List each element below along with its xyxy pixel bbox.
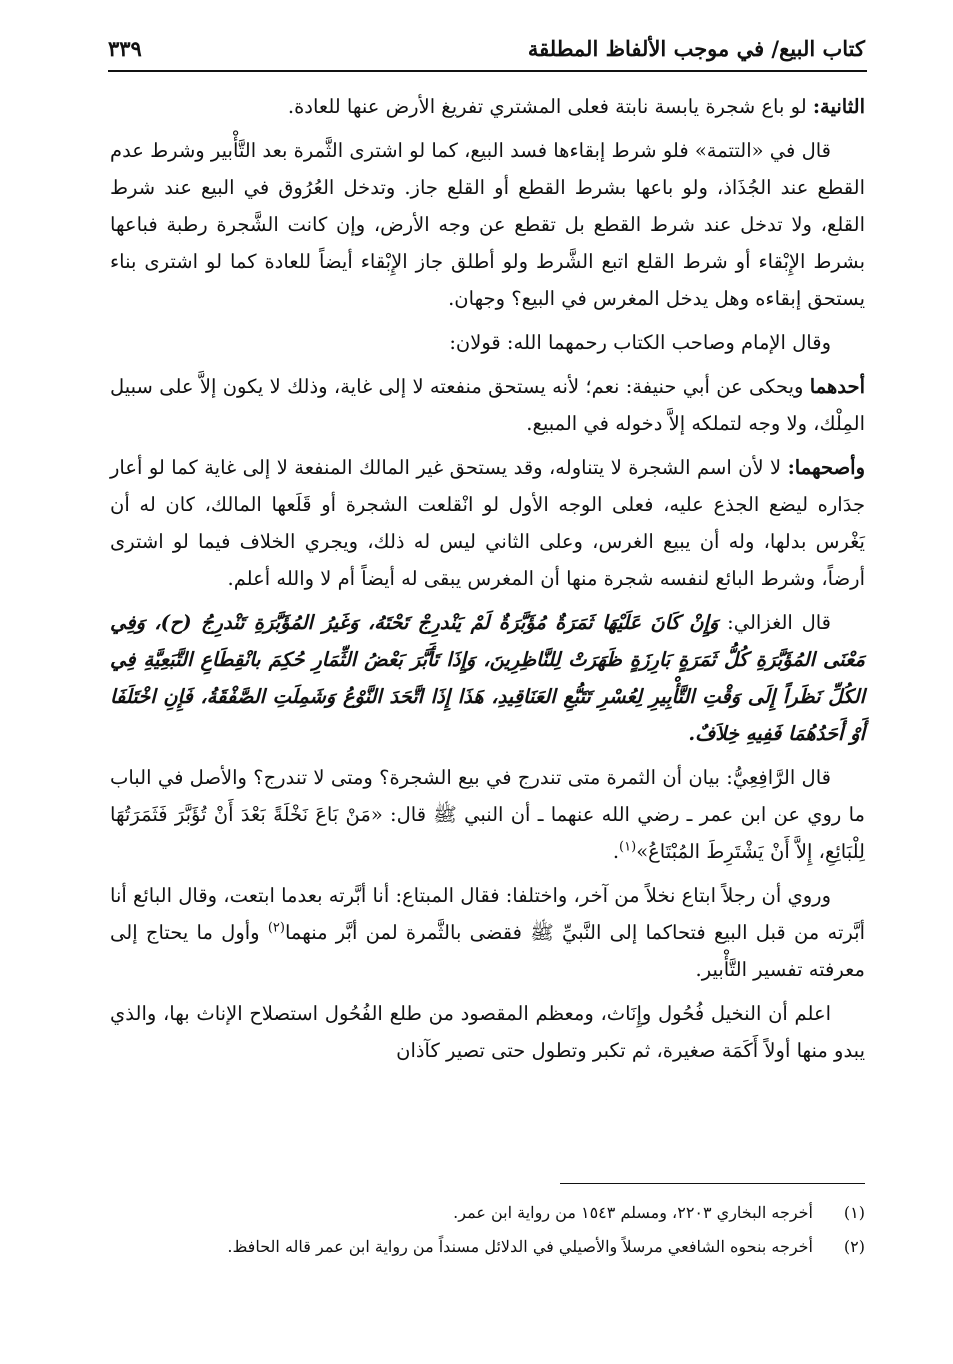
paragraph-text: لو باع شجرة يابسة نابتة فعلى المشتري تفريغ الأرض عنها للعادة.	[287, 95, 813, 118]
ghazali-lead: قال الغزالي:	[718, 611, 832, 634]
paragraph-lead: الثانية:	[812, 95, 865, 118]
footnote-number: (٢)	[843, 1237, 865, 1256]
footnote-item	[110, 1230, 865, 1264]
page-number: ٣٣٩	[108, 35, 142, 61]
main-text	[110, 88, 865, 1076]
paragraph-ghazali-matn	[110, 604, 865, 752]
paragraph-rafii-commentary	[110, 759, 865, 870]
footnote-text: أخرجه البخاري ٢٢٠٣، ومسلم ١٥٤٣ من رواية ابن عمر.	[453, 1203, 813, 1222]
footnote-marker[interactable]: (١)	[619, 839, 637, 855]
header-rule	[108, 70, 867, 72]
running-head	[108, 30, 865, 66]
footnote-number: (١)	[843, 1203, 865, 1222]
rafii-text: قال الرَّافِعِيُّ: بيان أن الثمرة متى تندرج في بيع الشجرة؟ ومتى لا تندرج؟ والأصل في الباب ما روي عن ابن عمر ـ رضي الله عنهما ـ أن النبي ﷺ قال: «مَنْ بَاعَ نَخْلَةً بَعْدَ أَنْ تُؤَبَّرَ فَثَمَرَتُهَا لِلْبَائِعِ، إِلاَّ أَنْ يَشْتَرِطَ المُبْتَاعُ»	[110, 766, 865, 863]
paragraph-lead: وأصحهما:	[787, 456, 865, 479]
paragraph-text: قال في «التتمة» فلو شرط إبقاءها فسد البيع، كما لو اشترى الثَّمرة بعد التَّأْبير وشرط عدم القطع عند الجُذَاذ، ولو باعها بشرط القطع أو القلع جاز. وتدخل العُرُوق في البيع عند شرط القلع، ولا تدخل عند شرط القطع بل تقطع عن وجه الأرض، وإن كانت الشَّجرة رطبة فباعها بشرط الإِبْقاء أو شرط القلع اتبع الشَّرط ولو أطلق جاز الإِبْقاء أيضاً للعادة كما لو اشترى بناء يستحق إبقاءه وهل يدخل المغرس في البيع؟ وجهان.	[110, 139, 865, 310]
narration-text-end: وأول ما يحتاج إلى معرفته تفسير التَّأْبير.	[110, 921, 865, 981]
chapter-title: كتاب البيع/ في موجب الألفاظ المطلقة	[527, 35, 865, 61]
paragraph-palm-pollination	[110, 995, 865, 1069]
paragraph-correct-view	[110, 449, 865, 597]
footnote-item	[110, 1196, 865, 1230]
paragraph-tatimma	[110, 132, 865, 317]
ghazali-text: وَإِنْ كَانَ عَلَيْهَا ثَمَرَةٌ مُؤَبَّرَةٌ لَمْ يَنْدرِجْ تَحْتَهُ، وَغَيرُ المُؤَبَّرَةِ تَنْدرِجُ (ح)، وَفِي مَعْنَى المُؤَبَّرَةِ كُلُّ ثَمَرَةٍ بَارِزَةٍ ظَهَرَتْ لِلنَّاظِرِينَ، وَإِذَا تَأَبَّرَ بَعْضُ الثِّمَارِ حُكِمَ بانْقِطَاعِ التَّبَعِيَّةِ فِي الكُلِّ نَظَراً إِلَى وَقْتِ التَّأْبِيرِ لِعُسْرِ تَتَبُّعِ العَنَاقِيدِ، هَذَا إِذَا اتَّحَدَ النَّوْعُ وَشَمِلَتِ الصَّفْقَةُ، فَإِنِ اخْتَلَفَا أَوْ أَحَدُهُمَا فَفِيهِ خِلاَفٌ.	[110, 611, 865, 745]
paragraph-first-view	[110, 368, 865, 442]
footnotes	[110, 1196, 865, 1264]
paragraph-text: ويحكى عن أبي حنيفة: نعم؛ لأنه يستحق منفعته لا إلى غاية، وذلك لا يكون إلاَّ على سبيل المِلْك، ولا وجه لتملكه إلاَّ دخوله في المبيع.	[110, 375, 865, 435]
footnote-text: أخرجه بنحوه الشافعي مرسلاً والأصيلي في الدلائل مسنداً من رواية ابن عمر قاله الحافظ.	[227, 1237, 813, 1256]
narration-text: وروي أن رجلاً ابتاع نخلاً من آخر، واختلفا: فقال المبتاع: أنا أبَّرته بعدما ابتعت، وقال البائع أنا أبَّرته من قبل البيع فتحاكما إلى النَّبيِّ ﷺ فقضى بالثَّمرة لمن أبَّر منهما	[110, 884, 865, 944]
paragraph-lead: أحدهما	[809, 375, 865, 398]
paragraph-narration	[110, 877, 865, 988]
footnote-separator	[560, 1183, 865, 1184]
paragraph-text: وقال الإمام وصاحب الكتاب رحمهما الله: قولان:	[449, 331, 831, 354]
paragraph-text: لا لأن اسم الشجرة لا يتناوله، وقد يستحق غير المالك المنفعة لا إلى غاية كما لو أعار جدَاره ليضع الجذع عليه، فعلى الوجه الأول لو انْقلعت الشجرة أو قَلَعها المالك، كان له أن يَغْرس بدلها، وله أن يبيع الغرس، وعلى الثاني ليس له ذلك، ويجري الخلاف فيما لو اشترى أرضاً، وشرط البائع لنفسه شجرة منها أن المغرس يبقى له أيضاً أم لا والله أعلم.	[110, 456, 865, 590]
footnote-marker[interactable]: (٢)	[267, 920, 285, 936]
rafii-text-end: .	[612, 840, 620, 863]
paragraph-two-views	[110, 324, 865, 361]
paragraph-second-case	[110, 88, 865, 125]
paragraph-text: اعلم أن النخيل فُحُول وإِنَاث، ومعظم المقصود من طلع الفُحُول استصلاح الإناث بها، والذي يبدو منها أولاً أَكَمَة صغيرة، ثم تكبر وتطول حتى تصير كآذان	[110, 1002, 865, 1062]
